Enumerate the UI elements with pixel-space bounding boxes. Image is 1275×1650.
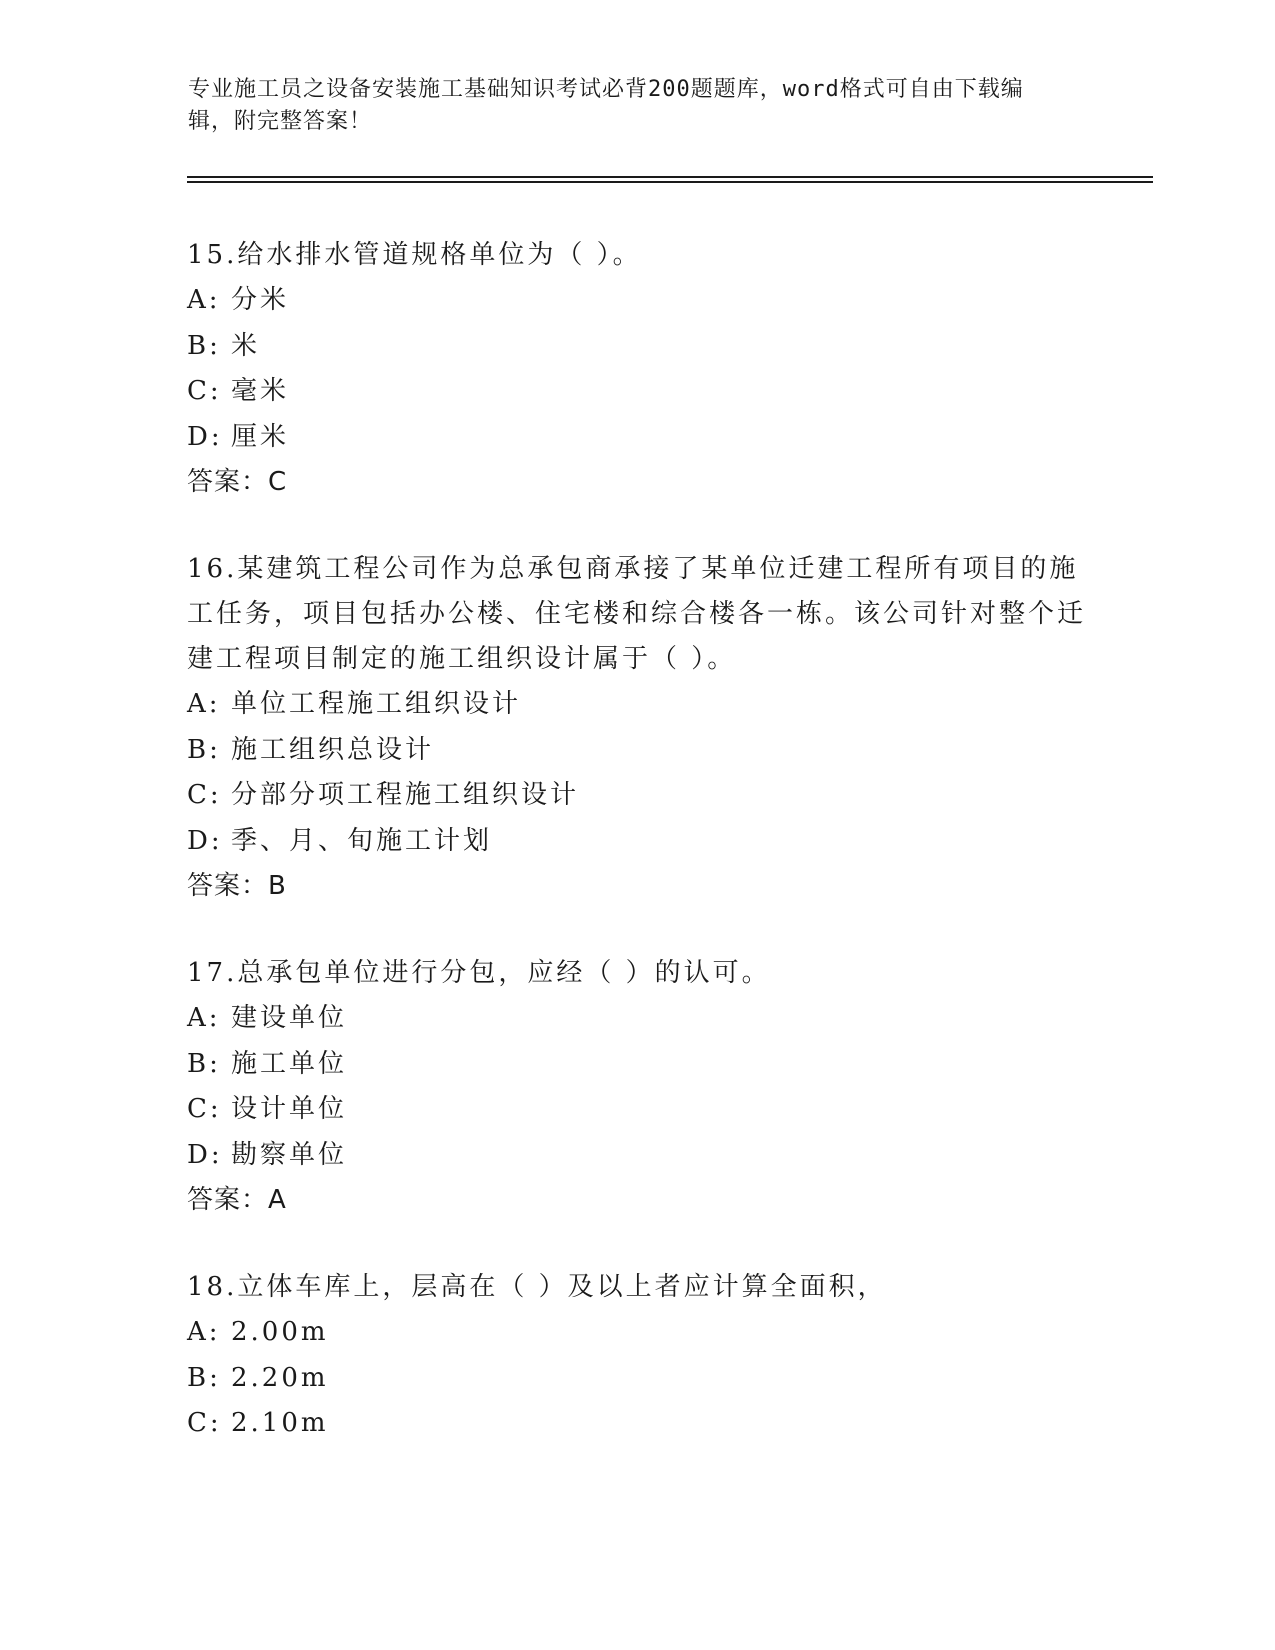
option-key: C:: [187, 376, 222, 406]
header-rule-top: [187, 176, 1153, 178]
option-key: C:: [187, 1094, 222, 1124]
option-b: [187, 728, 1087, 774]
option-text: 米: [231, 330, 261, 361]
option-key: A:: [187, 689, 221, 719]
option-text: 季、月、旬施工计划: [231, 825, 493, 856]
option-text: 单位工程施工组织设计: [231, 689, 522, 719]
option-d: [187, 819, 1087, 865]
question-list: [187, 233, 1087, 1489]
option-key: A:: [187, 1317, 221, 1347]
option-text: 建设单位: [231, 1003, 348, 1033]
answer: 答案：C: [187, 467, 288, 497]
option-key: B:: [187, 734, 221, 765]
option-a: [187, 1310, 1087, 1356]
option-text: 分部分项工程施工组织设计: [231, 780, 580, 810]
option-b: [187, 1356, 1087, 1402]
question-stem: 16.某建筑工程公司作为总承包商承接了某单位迁建工程所有项目的施工任务，项目包括办公楼、住宅楼和综合楼各一栋。该公司针对整个迁建工程项目制定的施工组织设计属于（ ）。: [187, 554, 1087, 674]
question-stem: 17.总承包单位进行分包，应经（ ）的认可。: [187, 958, 771, 988]
question-15: [187, 233, 1087, 505]
question-17: [187, 951, 1087, 1223]
option-key: D:: [187, 825, 223, 856]
option-d: [187, 1133, 1087, 1179]
option-d: [187, 415, 1087, 461]
option-c: [187, 1401, 1087, 1447]
option-b: [187, 324, 1087, 370]
document-header: 专业施工员之设备安装施工基础知识考试必背200题题库，word格式可自由下载编辑，附完整答案！: [188, 77, 1024, 134]
question-18: [187, 1265, 1087, 1447]
option-key: B:: [187, 1362, 221, 1393]
answer: 答案：B: [187, 871, 287, 901]
answer: 答案：A: [187, 1185, 287, 1215]
option-key: D:: [187, 421, 223, 452]
option-key: A:: [187, 285, 221, 315]
option-text: 设计单位: [231, 1094, 348, 1124]
option-a: [187, 682, 1087, 728]
option-a: [187, 996, 1087, 1042]
option-key: D:: [187, 1139, 223, 1170]
option-text: 施工单位: [231, 1048, 348, 1079]
option-key: C:: [187, 780, 222, 810]
question-stem: 18.立体车库上，层高在（ ）及以上者应计算全面积，: [187, 1272, 887, 1302]
option-text: 厘米: [231, 421, 290, 452]
option-c: [187, 773, 1087, 819]
option-c: [187, 369, 1087, 415]
question-stem: 15.给水排水管道规格单位为（ ）。: [187, 240, 642, 270]
option-key: C:: [187, 1408, 222, 1438]
option-text: 分米: [231, 285, 290, 315]
header-rule-bottom: [187, 181, 1153, 183]
option-key: A:: [187, 1003, 221, 1033]
option-key: B:: [187, 1048, 221, 1079]
option-c: [187, 1087, 1087, 1133]
option-text: 毫米: [231, 376, 290, 406]
option-text: 2.10m: [231, 1408, 329, 1438]
option-text: 勘察单位: [231, 1139, 348, 1170]
option-text: 施工组织总设计: [231, 734, 435, 765]
option-text: 2.20m: [231, 1362, 329, 1393]
option-b: [187, 1042, 1087, 1088]
question-16: [187, 547, 1087, 909]
option-a: [187, 278, 1087, 324]
option-text: 2.00m: [231, 1317, 329, 1347]
option-key: B:: [187, 330, 221, 361]
